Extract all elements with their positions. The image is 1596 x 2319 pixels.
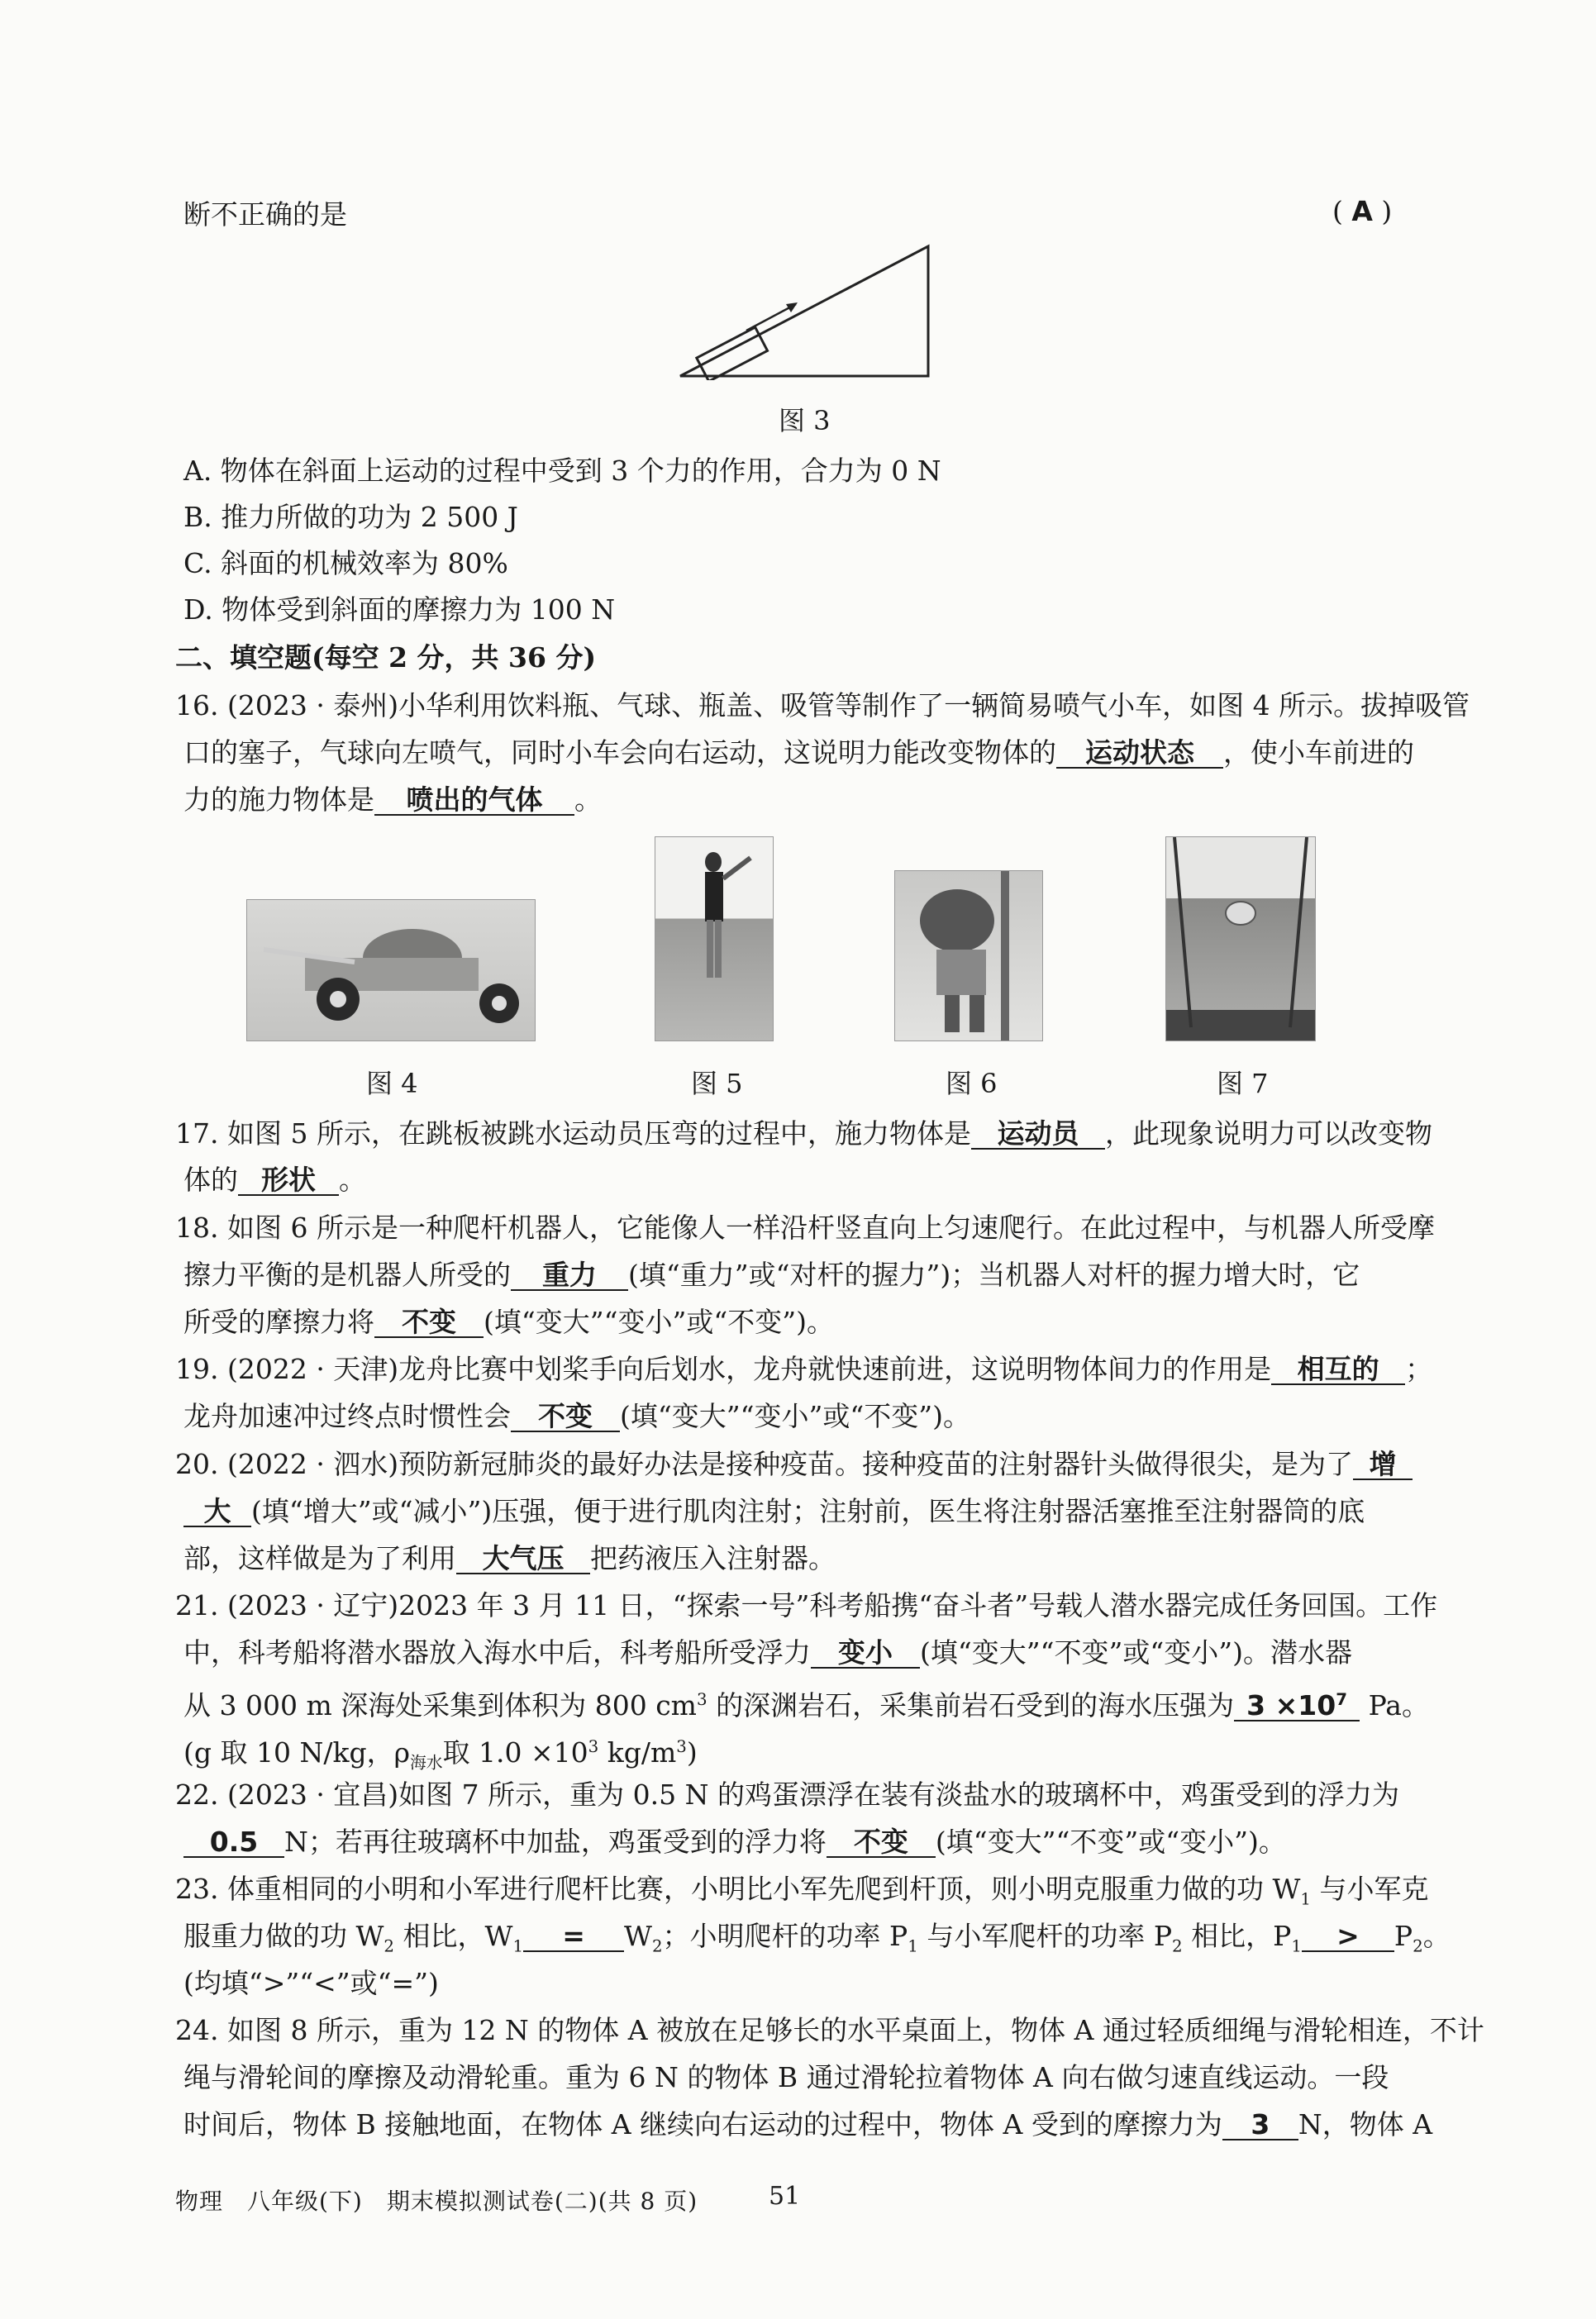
figure-3-incline [674,240,938,380]
figure-7-caption: 图 7 [1217,1068,1269,1099]
q15-option-a: A. 物体在斜面上运动的过程中受到 3 个力的作用，合力为 0 N [183,455,941,487]
q19-answer-1: 相互的 [1271,1355,1405,1385]
q19-answer-2: 不变 [511,1402,620,1432]
q17-answer-1: 运动员 [971,1120,1105,1150]
figure-3-caption: 图 3 [779,405,831,436]
q16-answer-1: 运动状态 [1056,739,1223,769]
q22-line-2: 0.5 N；若再往玻璃杯中加盐，鸡蛋受到的浮力将 不变 (填“变大”“不变”或“变小”)。 [183,1826,1286,1859]
q20-answer-2: 大气压 [456,1545,590,1574]
q15-option-b: B. 推力所做的功为 2 500 J [183,501,518,533]
q15-option-d: D. 物体受到斜面的摩擦力为 100 N [183,593,616,626]
q24-line-3: 时间后，物体 B 接触地面，在物体 A 继续向右运动的过程中，物体 A 受到的摩擦力为 3 N，物体 A [183,2108,1433,2140]
q24-line-2: 绳与滑轮间的摩擦及动滑轮重。重为 6 N 的物体 B 通过滑轮拉着物体 A 向右做匀速直线运动。一段 [183,2061,1389,2093]
q21-line-3: 从 3 000 m 深海处采集到体积为 800 $cm^3$ 的深渊岩石，采集前岩石受到的海水压强为 $3 \times 10^7$ Pa。 [183,1683,1429,1722]
q16-line-2: 口的塞子，气球向左喷气，同时小车会向右运动，这说明力能改变物体的 运动状态 ，使小车前进的 [183,736,1414,769]
q21-answer-2: $3 \times 10^7$ [1234,1686,1360,1721]
q20-line-3: 部，这样做是为了利用 大气压 把药液压入注射器。 [183,1542,836,1574]
q22-answer-1: 0.5 [183,1828,284,1858]
q21-line-4: (g 取 10 N/kg，$\rho_{海水}$取 $1.0 \times 10^3$ $kg/m^3$) [183,1736,698,1773]
figure-5-caption: 图 5 [691,1068,743,1099]
figure-6-caption: 图 6 [946,1068,998,1099]
footer-title: 物理 八年级(下) 期末模拟测试卷(二)(共 8 页) [175,2188,698,2215]
q16-answer-2: 喷出的气体 [374,786,574,816]
q17-line-1: 17. 如图 5 所示，在跳板被跳水运动员压弯的过程中，施力物体是 运动员 ，此现象说明力可以改变物 [175,1117,1432,1150]
figure-4-photo [246,899,536,1041]
q15-stem-end: 断不正确的是 [183,198,347,231]
q17-answer-2: 形状 [238,1166,339,1196]
q20-answer-1b: 大 [183,1498,251,1527]
q23-answer-2: > [1302,1922,1394,1952]
q22-line-1: 22. (2023 · 宜昌)如图 7 所示，重为 0.5 N 的鸡蛋漂浮在装有淡盐水的玻璃杯中，鸡蛋受到的浮力为 [175,1779,1399,1811]
q17-line-2: 体的 形状 。 [183,1164,366,1196]
q23-answer-1: = [523,1922,624,1952]
q15-answer-bracket: ( A ) [1332,195,1393,227]
figure-7-photo [1165,836,1316,1041]
q21-line-2: 中，科考船将潜水器放入海水中后，科考船所受浮力 变小 (填“变大”“不变”或“变小”)。潜水器 [183,1636,1352,1669]
figure-4-caption: 图 4 [366,1068,418,1099]
q24-answer-1: 3 [1222,2111,1298,2140]
q20-line-1: 20. (2022 · 泗水)预防新冠肺炎的最好办法是接种疫苗。接种疫苗的注射器针头做得很尖，是为了 增 [175,1448,1413,1481]
incline-triangle [680,246,928,376]
q19-line-1: 19. (2022 · 天津)龙舟比赛中划桨手向后划水，龙舟就快速前进，这说明物体间力的作用是 相互的 ； [175,1353,1433,1385]
q18-answer-1: 重力 [511,1261,628,1291]
q15-answer: A [1351,195,1373,227]
q20-line-2: 大 (填“增大”或“减小”)压强，便于进行肌肉注射；注射前，医生将注射器活塞推至注射器筒的底 [183,1495,1365,1528]
q19-line-2: 龙舟加速冲过终点时惯性会 不变 (填“变大”“变小”或“不变”)。 [183,1400,970,1432]
figure-6-photo [894,870,1043,1041]
q23-line-3: (均填“>”“<”或“=”) [183,1967,439,1999]
q24-line-1: 24. 如图 8 所示，重为 12 N 的物体 A 被放在足够长的水平桌面上，物体 A 通过轻质细绳与滑轮相连，不计 [175,2014,1484,2046]
figure-5-photo [655,836,774,1041]
q23-line-1: 23. 体重相同的小明和小军进行爬杆比赛，小明比小军先爬到杆顶，则小明克服重力做的功 $W_1$ 与小军克 [175,1873,1429,1909]
q18-line-1: 18. 如图 6 所示是一种爬杆机器人，它能像人一样沿杆竖直向上匀速爬行。在此过程中，与机器人所受摩 [175,1212,1435,1244]
q18-line-3: 所受的摩擦力将 不变 (填“变大”“变小”或“不变”)。 [183,1306,834,1338]
q16-line-3: 力的施力物体是 喷出的气体 。 [183,783,602,816]
section-2-title: 二、填空题(每空 2 分，共 36 分) [175,641,597,674]
page-number: 51 [769,2182,801,2211]
q15-option-c: C. 斜面的机械效率为 80% [183,547,508,579]
q18-line-2: 擦力平衡的是机器人所受的 重力 (填“重力”或“对杆的握力”)；当机器人对杆的握力增大时，它 [183,1259,1360,1291]
q22-answer-2: 不变 [827,1828,936,1858]
q20-answer-1a: 增 [1353,1450,1413,1480]
q16-line-1: 16. (2023 · 泰州)小华利用饮料瓶、气球、瓶盖、吸管等制作了一辆简易喷气小车，如图 4 所示。拔掉吸管 [175,689,1470,721]
q23-line-2: 服重力做的功 $W_2$ 相比，$W_1 = W_2$；小明爬杆的功率 $P_1$ 与小军爬杆的功率 $P_2$ 相比，$P_1 > P_2$。 [183,1920,1451,1956]
q21-line-1: 21. (2023 · 辽宁)2023 年 3 月 11 日，“探索一号”科考船携“奋斗者”号载人潜水器完成任务回国。工作 [175,1589,1438,1621]
q21-answer-1: 变小 [811,1639,920,1669]
q18-answer-2: 不变 [374,1308,484,1338]
